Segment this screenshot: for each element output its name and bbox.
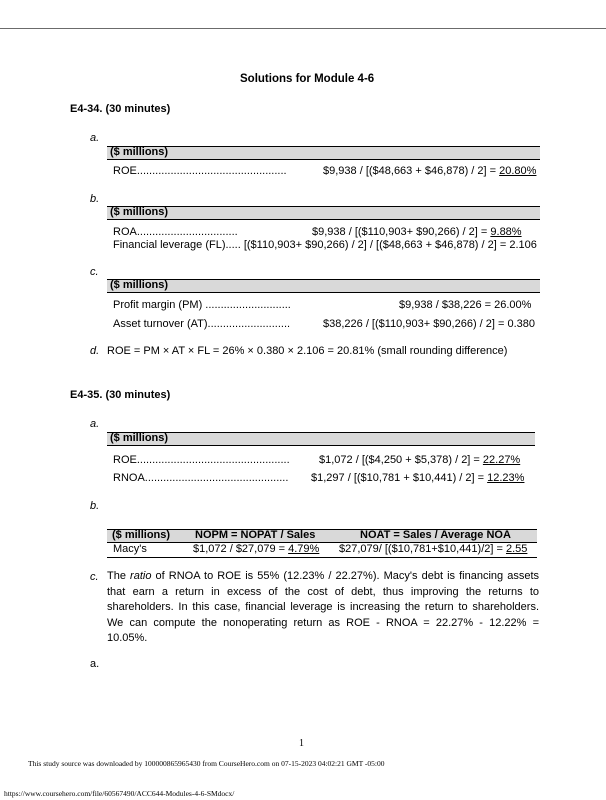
e434-c-at-label: Asset turnover (AT)...........................	[113, 318, 291, 330]
e435-a-rnoa-label: RNOA...............................................	[113, 472, 289, 484]
e435-c-paragraph	[107, 569, 539, 647]
e434-a-roe-calc	[323, 165, 536, 177]
e435-a-rnoa-calc	[311, 472, 524, 484]
e435-a-header-label: ($ millions)	[110, 432, 169, 444]
e435-c-letter: c.	[90, 571, 99, 583]
e434-d-letter: d.	[90, 345, 100, 357]
e435-b-table-header	[107, 529, 537, 543]
e435-b-nopm-result: 4.79%	[288, 543, 320, 555]
e435-a-roe-formula: $1,072 / [($4,250 + $5,378) / 2] =	[319, 454, 483, 466]
e435-a-rnoa-formula: $1,297 / [($10,781 + $10,441) / 2] =	[311, 472, 488, 484]
e435-b-table-bottom-rule	[107, 557, 537, 558]
e434-c-letter: c.	[90, 266, 99, 278]
e435-a-roe-result: 22.27%	[482, 454, 521, 466]
e434-heading: E4-34. (30 minutes)	[70, 103, 171, 115]
e434-c-pm-label: Profit margin (PM) ............................	[113, 299, 291, 311]
e434-b-letter: b.	[90, 193, 100, 205]
e435-b-col-nopm: NOPM = NOPAT / Sales	[195, 529, 316, 541]
e435-b-col-noat: NOAT = Sales / Average NOA	[360, 529, 511, 541]
e434-b-table-header	[107, 206, 540, 220]
footer-download-notice: This study source was downloaded by 100000865965430 from CourseHero.com on 07-15-2023 04:02:21 GMT -05:00	[28, 759, 385, 768]
e434-b-roa-calc	[312, 226, 522, 238]
e435-b-company: Macy's	[113, 543, 147, 555]
e434-b-roa-formula: $9,938 / [($110,903+ $90,266) / 2] =	[312, 226, 491, 238]
e435-c-text-italic: ratio	[130, 570, 152, 582]
e434-a-roe-formula: $9,938 / [($48,663 + $46,878) / 2] =	[323, 165, 500, 177]
e435-b-letter: b.	[90, 500, 100, 512]
trailing-letter: a.	[90, 658, 100, 670]
page-title: Solutions for Module 4-6	[240, 73, 375, 85]
page-number: 1	[299, 738, 304, 749]
e434-c-at-calc: $38,226 / [($110,903+ $90,266) / 2] = 0.380	[323, 318, 536, 330]
e435-c-text-lead: The	[107, 570, 131, 582]
e435-c-text-rest: of RNOA to ROE is 55% (12.23% / 22.27%). Macy's debt is financing assets that earn a return in excess of the cost of debt, thus improving the returns to shareholders. In this case, financial leverage is increasing the return to shareholders. We can compute the nonoperating return as ROE - RNOA = 22.27% - 12.22% = 10.05%.	[107, 570, 540, 644]
e434-c-header-label: ($ millions)	[110, 279, 169, 291]
top-rule	[0, 28, 606, 29]
e435-a-letter: a.	[90, 418, 100, 430]
e435-a-roe-calc	[319, 454, 520, 466]
e435-a-table-header	[107, 432, 535, 446]
e434-d-text: ROE = PM × AT × FL = 26% × 0.380 × 2.106 = 20.81% (small rounding difference)	[107, 345, 508, 357]
e434-a-roe-label: ROE.................................................	[113, 165, 287, 177]
e434-a-header-label: ($ millions)	[110, 146, 169, 158]
e435-b-nopm-formula: $1,072 / $27,079 =	[193, 543, 289, 555]
e435-b-nopm-calc	[193, 543, 319, 555]
e435-a-rnoa-result: 12.23%	[487, 472, 525, 484]
e434-b-fl-line: Financial leverage (FL)..... [($110,903+ $90,266) / 2] / [($48,663 + $46,878) / 2] = 2.106	[113, 239, 537, 251]
e435-heading: E4-35. (30 minutes)	[70, 389, 171, 401]
e435-b-col-millions: ($ millions)	[112, 529, 171, 541]
e435-a-roe-label: ROE..................................................	[113, 454, 290, 466]
e434-c-pm-calc: $9,938 / $38,226 = 26.00%	[399, 299, 532, 311]
e434-c-table-header	[107, 279, 540, 293]
e434-a-letter: a.	[90, 132, 100, 144]
footer-source-url[interactable]: https://www.coursehero.com/file/60567490/ACC644-Modules-4-6-SMdocx/	[4, 789, 235, 798]
e434-b-header-label: ($ millions)	[110, 206, 169, 218]
e434-b-roa-label: ROA.................................	[113, 226, 238, 238]
e434-b-roa-result: 9.88%	[490, 226, 522, 238]
e435-b-noat-formula: $27,079/ [($10,781+$10,441)/2] =	[339, 543, 506, 555]
e434-a-roe-result: 20.80%	[499, 165, 537, 177]
e435-b-noat-result: 2.55	[505, 543, 528, 555]
e435-b-noat-calc	[339, 543, 527, 555]
e434-a-table-header	[107, 146, 540, 160]
